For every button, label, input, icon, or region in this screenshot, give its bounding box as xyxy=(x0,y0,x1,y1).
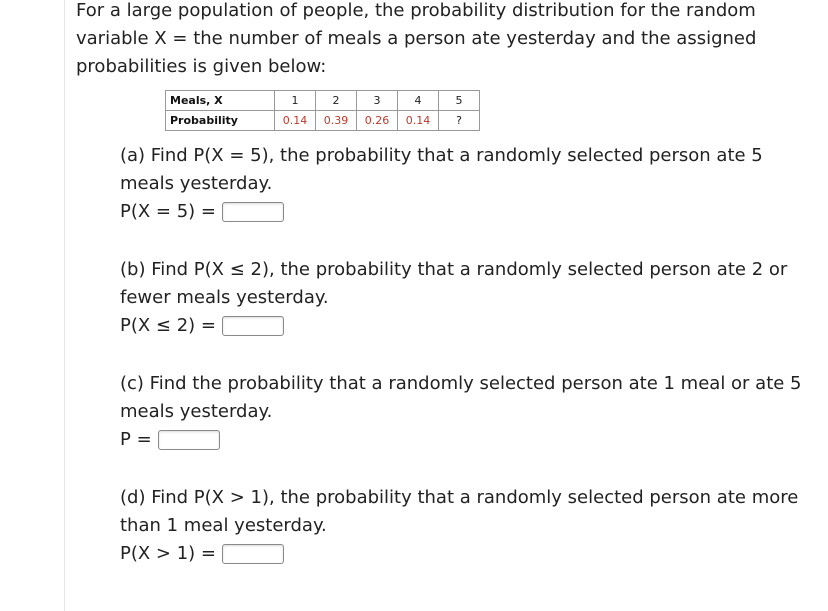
problem-intro: For a large population of people, the probability distribution for the random variable X = the number of meals a person ate yesterday and the assigned probabilities is given below: xyxy=(76,0,757,77)
part-c-answer-label: P = xyxy=(120,429,152,450)
part-b-answer-line xyxy=(120,312,810,340)
page-border xyxy=(64,0,65,611)
part-c-answer-line xyxy=(120,426,810,454)
part-c-question: (c) Find the probability that a randomly selected person ate 1 meal or ate 5 meals yesterday. xyxy=(120,373,802,422)
part-b xyxy=(120,256,810,340)
part-d-answer-label: P(X > 1) = xyxy=(120,543,217,564)
meals-header: Meals, X xyxy=(166,91,275,111)
x-value-cell: 5 xyxy=(439,91,480,111)
probability-cell: 0.26 xyxy=(357,111,398,131)
probability-distribution-table xyxy=(165,90,480,131)
part-a-answer-label: P(X = 5) = xyxy=(120,201,217,222)
part-b-answer-input[interactable] xyxy=(222,316,284,336)
part-d xyxy=(120,484,810,568)
x-value-cell: 4 xyxy=(398,91,439,111)
probability-cell: 0.14 xyxy=(398,111,439,131)
part-d-answer-input[interactable] xyxy=(222,544,284,564)
x-value-cell: 3 xyxy=(357,91,398,111)
probability-header: Probability xyxy=(166,111,275,131)
part-d-question: (d) Find P(X > 1), the probability that a randomly selected person ate more than 1 meal yesterday. xyxy=(120,487,799,536)
table-row-meals xyxy=(166,91,480,111)
table-row-probability xyxy=(166,111,480,131)
x-value-cell: 1 xyxy=(275,91,316,111)
part-b-answer-label: P(X ≤ 2) = xyxy=(120,315,217,336)
part-a xyxy=(120,142,810,226)
probability-cell: 0.14 xyxy=(275,111,316,131)
probability-cell: 0.39 xyxy=(316,111,357,131)
part-b-question: (b) Find P(X ≤ 2), the probability that a randomly selected person ate 2 or fewer meals yesterday. xyxy=(120,259,788,308)
part-c xyxy=(120,370,810,454)
part-c-answer-input[interactable] xyxy=(158,430,220,450)
part-a-answer-input[interactable] xyxy=(222,202,284,222)
probability-cell-unknown: ? xyxy=(439,111,480,131)
part-d-answer-line xyxy=(120,540,810,568)
x-value-cell: 2 xyxy=(316,91,357,111)
part-a-answer-line xyxy=(120,198,810,226)
part-a-question: (a) Find P(X = 5), the probability that a randomly selected person ate 5 meals yesterday. xyxy=(120,145,763,194)
